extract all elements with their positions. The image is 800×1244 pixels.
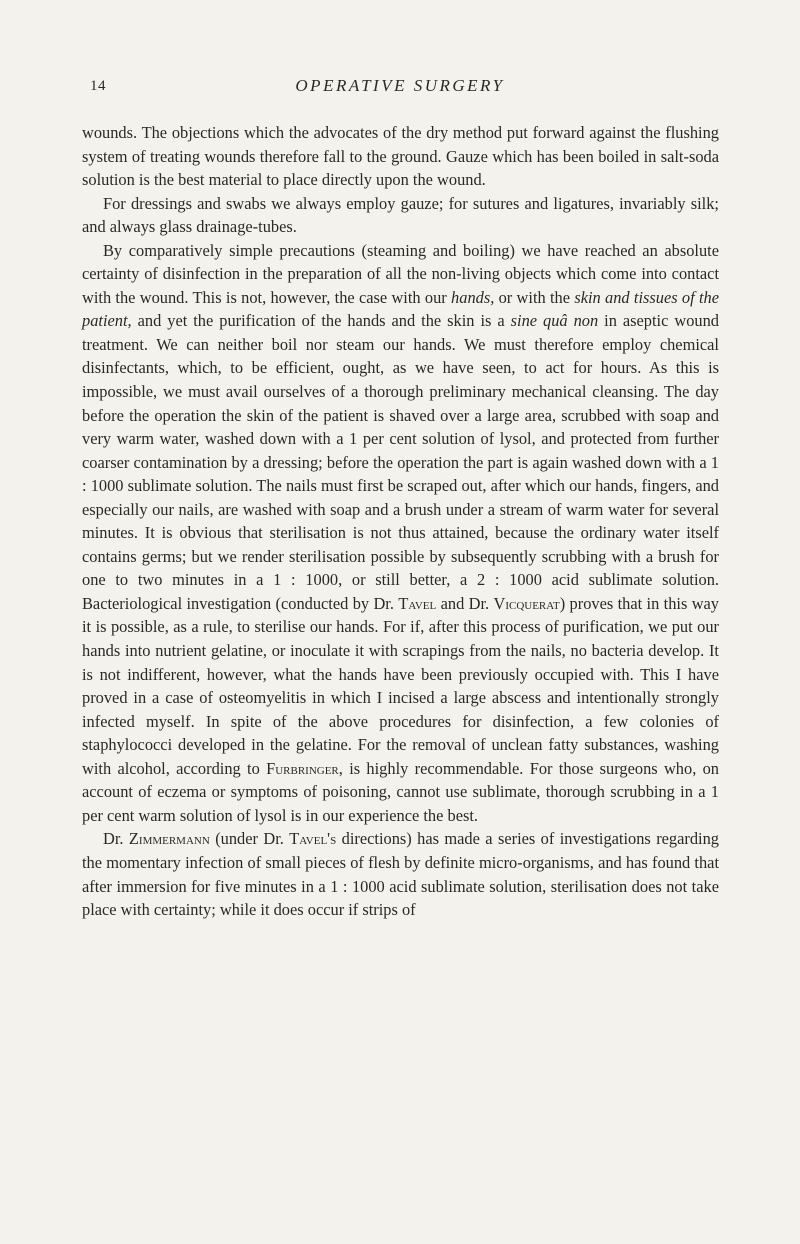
person-name: Furbringer xyxy=(266,758,339,778)
running-head xyxy=(0,76,800,98)
paragraph xyxy=(82,192,719,239)
paragraph xyxy=(82,239,719,828)
text-run: or with the xyxy=(494,287,575,307)
paragraph xyxy=(82,121,719,192)
running-title: OPERATIVE SURGERY xyxy=(295,76,505,95)
paragraph xyxy=(82,827,719,921)
text-run: , is highly recommendable. For those surgeons who, on account of eczema or symptoms of poisoning, cannot use sublimate, thorough scrubbing in a 1 per cent warm solution of lysol is in our experience the best. xyxy=(82,758,719,825)
text-run: in aseptic wound treatment. We can neither boil nor steam our hands. We must therefore employ chemical disinfectants, which, to be efficient, ought, as we have seen, to act for hours. As this is impossible, we must avail ourselves of a thorough preliminary mechanical cleansing. The day before the operation the skin of the patient is shaved over a large area, scrubbed with soap and very warm water, washed down with a 1 per cent solution of lysol, and protected from further coarser contamination by a dressing; before the operation the part is again washed down with a 1 : 1000 sublimate solution. The nails must first be scraped out, after which our hands, fingers, and especially our nails, are washed with soap and a brush under a stream of warm water for several minutes. It is obvious that sterilisation is not thus attained, because the ordinary water itself contains germs; but we render sterilisation possible by subsequently scrubbing with a brush for one to two minutes in a 1 : 1000, or still better, a 2 : 1000 acid sublimate solution. Bacteriological investigation (conducted by Dr. xyxy=(82,311,719,613)
person-name: Tavel's xyxy=(289,829,337,849)
text-run: wounds. The objections which the advocates of the dry method put forward against the flushing system of treating wounds therefore fall to the ground. Gauze which has been boiled in salt-soda solution is the best material to place directly upon the wound. xyxy=(82,123,719,190)
text-run: (under Dr. xyxy=(209,829,290,849)
person-name: Tavel xyxy=(398,593,437,613)
person-name: Zimmermann xyxy=(128,829,210,849)
text-run: For dressings and swabs we always employ gauze; for sutures and ligatures, invariably silk; and always glass drainage-tubes. xyxy=(82,193,719,237)
text-run: Dr. xyxy=(103,829,129,849)
text-run: and yet the purification of the hands and the skin is a xyxy=(131,311,511,331)
text-run: directions) has made a series of investigations regarding the momentary infection of small pieces of flesh by definite micro-organisms, and has found that after immersion for five minutes in a 1 : 1000 acid sublimate solution, sterilisation does not take place with certainty; while it does occur if strips of xyxy=(82,829,719,920)
text-run: By comparatively simple precautions (steaming and boiling) we have reached an absolute certainty of disinfection in the preparation of all the non-living objects which come into contact with the wound. This is not, however, the case with our xyxy=(82,240,719,307)
person-name: Vicquerat xyxy=(493,593,560,613)
italic-text: skin and tissues of the patient, xyxy=(82,287,719,331)
page-number: 14 xyxy=(90,78,106,94)
text-run: ) proves that in this way it is possible, as a rule, to sterilise our hands. For if, after this process of purification, we put our hands into nutrient gelatine, or inoculate it with scrapings from the nails, no bacteria develop. It is not indifferent, however, what the hands have been previously occupied with. This I have proved in a case of osteomyelitis in which I incised a large abscess and intentionally strongly infected myself. In spite of the above procedures for disinfection, a few colonies of staphylococci developed in the gelatine. For the removal of unclean fatty substances, washing with alcohol, according to xyxy=(82,593,720,778)
text-run: and Dr. xyxy=(436,593,494,613)
italic-text: sine quâ non xyxy=(510,311,599,331)
italic-text: hands, xyxy=(451,287,495,307)
body-text xyxy=(82,121,719,922)
